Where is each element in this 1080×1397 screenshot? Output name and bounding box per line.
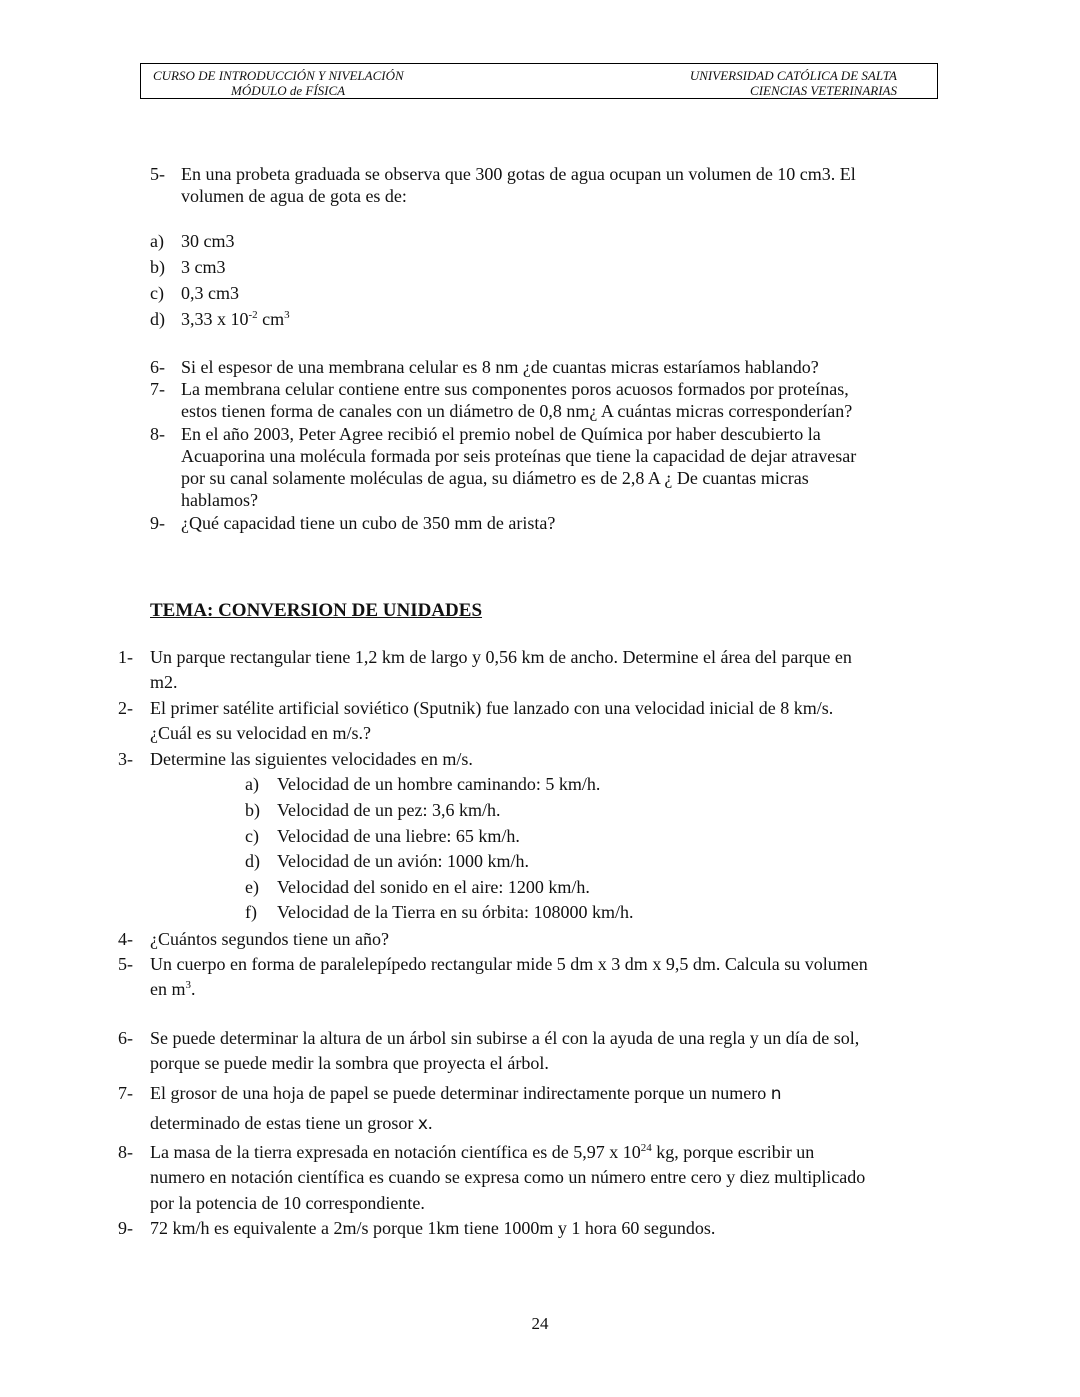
question-text: ¿Cuántos segundos tiene un año? bbox=[150, 929, 389, 949]
option-letter: b) bbox=[150, 257, 165, 277]
item-text: Velocidad de un hombre caminando: 5 km/h. bbox=[277, 774, 601, 794]
question-number: 9- bbox=[118, 1218, 133, 1238]
question-number: 4- bbox=[118, 929, 133, 949]
item-letter: f) bbox=[245, 902, 257, 922]
question-text: Determine las siguientes velocidades en m/s. bbox=[150, 749, 473, 769]
option-text: 3 cm3 bbox=[181, 257, 226, 277]
question-text: El grosor de una hoja de papel se puede determinar indirectamente porque un numero n bbox=[150, 1083, 782, 1104]
question-text: ¿Qué capacidad tiene un cubo de 350 mm de arista? bbox=[181, 513, 556, 533]
question-number: 8- bbox=[118, 1142, 133, 1162]
question-number: 1- bbox=[118, 647, 133, 667]
question-text: Si el espesor de una membrana celular es 8 nm ¿de cuantas micras estaríamos hablando? bbox=[181, 357, 819, 377]
item-letter: c) bbox=[245, 826, 259, 846]
option-text: 0,3 cm3 bbox=[181, 283, 239, 303]
section-heading: TEMA: CONVERSION DE UNIDADES bbox=[150, 600, 483, 621]
university-name: UNIVERSIDAD CATÓLICA DE SALTA bbox=[689, 68, 897, 83]
page-header bbox=[140, 63, 938, 99]
item-text: Velocidad del sonido en el aire: 1200 km/h. bbox=[277, 877, 590, 897]
question-text: m2. bbox=[150, 672, 178, 692]
faculty-name: CIENCIAS VETERINARIAS bbox=[750, 83, 897, 98]
question-text: Se puede determinar la altura de un árbol sin subirse a él con la ayuda de una regla y un día de sol, bbox=[150, 1028, 860, 1048]
question-text: Un parque rectangular tiene 1,2 km de largo y 0,56 km de ancho. Determine el área del parque en bbox=[150, 647, 852, 667]
question-text: Un cuerpo en forma de paralelepípedo rectangular mide 5 dm x 3 dm x 9,5 dm. Calcula su volumen bbox=[150, 954, 868, 974]
question-text: La masa de la tierra expresada en notación científica es de 5,97 x $10^{24}$ kg, porque escribir un bbox=[150, 1142, 815, 1162]
question-number: 6- bbox=[118, 1028, 133, 1048]
option-letter: c) bbox=[150, 283, 164, 303]
question-text: 72 km/h es equivalente a 2m/s porque 1km tiene 1000m y 1 hora 60 segundos. bbox=[150, 1218, 716, 1238]
item-letter: d) bbox=[245, 851, 260, 871]
option-letter: a) bbox=[150, 231, 164, 251]
header-left bbox=[153, 68, 404, 98]
question-number: 6- bbox=[150, 357, 165, 377]
question-text: Acuaporina una molécula formada por seis proteínas que tiene la capacidad de dejar atravesar bbox=[181, 446, 857, 466]
question-text: en $m^3$. bbox=[150, 979, 196, 999]
question-number: 2- bbox=[118, 698, 133, 718]
question-number: 5- bbox=[118, 954, 133, 974]
course-title: CURSO DE INTRODUCCIÓN Y NIVELACIÓN bbox=[153, 68, 404, 83]
question-text: estos tienen forma de canales con un diámetro de 0,8 nm¿ A cuántas micras corresponderían? bbox=[181, 401, 853, 421]
question-text: En una probeta graduada se observa que 300 gotas de agua ocupan un volumen de 10 cm3. El bbox=[181, 164, 856, 184]
option-text: 30 cm3 bbox=[181, 231, 235, 251]
question-text: por su canal solamente moléculas de agua, su diámetro es de 2,8 A ¿ De cuantas micras bbox=[181, 468, 809, 488]
question-text: volumen de agua de gota es de: bbox=[181, 186, 407, 206]
variable-x: x bbox=[417, 1114, 428, 1134]
question-number: 9- bbox=[150, 513, 165, 533]
question-number: 7- bbox=[150, 379, 165, 399]
option-letter: d) bbox=[150, 309, 165, 329]
item-letter: a) bbox=[245, 774, 259, 794]
question-text: ¿Cuál es su velocidad en m/s.? bbox=[150, 723, 371, 743]
question-number: 8- bbox=[150, 424, 165, 444]
question-text: En el año 2003, Peter Agree recibió el premio nobel de Química por haber descubierto la bbox=[181, 424, 821, 444]
question-text: porque se puede medir la sombra que proyecta el árbol. bbox=[150, 1053, 549, 1073]
item-text: Velocidad de la Tierra en su órbita: 108000 km/h. bbox=[277, 902, 634, 922]
option-text: 3,33 x $10^{-2}$ $cm^3$ bbox=[181, 309, 290, 329]
header-right bbox=[690, 68, 897, 98]
question-text: determinado de estas tiene un grosor x. bbox=[150, 1113, 433, 1134]
question-text: hablamos? bbox=[181, 490, 258, 510]
question-text: por la potencia de 10 correspondiente. bbox=[150, 1193, 425, 1213]
question-number: 7- bbox=[118, 1083, 133, 1103]
question-number: 3- bbox=[118, 749, 133, 769]
question-text: La membrana celular contiene entre sus componentes poros acuosos formados por proteínas, bbox=[181, 379, 849, 399]
page-number: 24 bbox=[531, 1314, 549, 1333]
item-text: Velocidad de un avión: 1000 km/h. bbox=[277, 851, 529, 871]
item-letter: b) bbox=[245, 800, 260, 820]
item-text: Velocidad de un pez: 3,6 km/h. bbox=[277, 800, 501, 820]
module-title: MÓDULO de FÍSICA bbox=[231, 83, 346, 98]
item-text: Velocidad de una liebre: 65 km/h. bbox=[277, 826, 520, 846]
variable-n: n bbox=[770, 1084, 782, 1104]
question-text: numero en notación científica es cuando se expresa como un número entre cero y diez multiplicado bbox=[150, 1167, 866, 1187]
question-text: El primer satélite artificial soviético (Sputnik) fue lanzado con una velocidad inicial de 8 km/s. bbox=[150, 698, 834, 718]
item-letter: e) bbox=[245, 877, 259, 897]
question-number: 5- bbox=[150, 164, 165, 184]
